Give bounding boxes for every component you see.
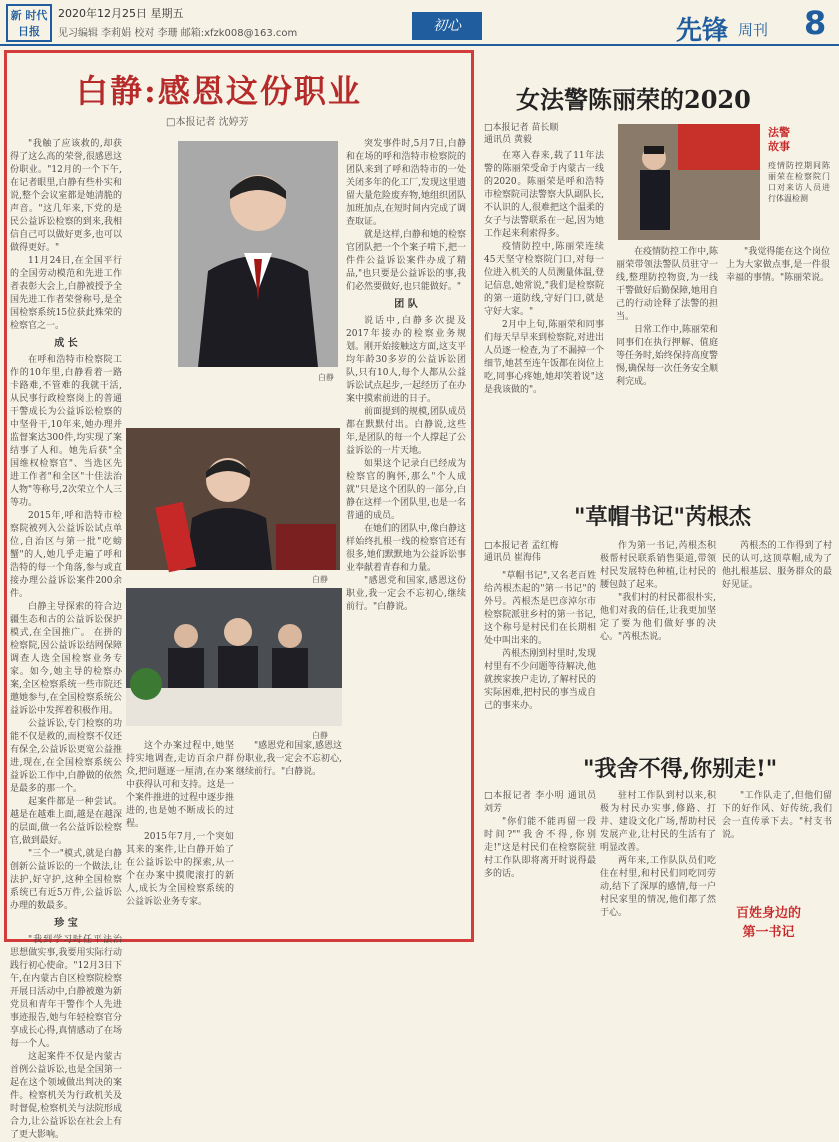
paragraph: "感恩党和国家,感恩这份职业,我一定会不忘初心,继续前行。"白静说。 <box>236 741 343 777</box>
paragraph: 起案件都是一种尝试。越是在越难上面,越是在越深的层面,做一名公益诉讼检察官,做到最好。 <box>10 797 122 846</box>
article-column-r2 <box>616 246 718 480</box>
paragraph: 疫情防控中,陈丽荣连续45天坚守检察院门口,对每一位进入机关的人员测量体温,登记信息,她常说,"我们是检察院的第一道防线,守好门口,就是守好大家。" <box>484 242 604 317</box>
paragraph: 如果这个记录白已经成为检察官的胸怀,那么"个人成就"只是这个团队的一部分,白静在这样一个团队里,也是一名普通的成员。 <box>346 459 466 521</box>
byline-name: 孟红梅 <box>531 541 559 551</box>
paragraph: 驻村工作队到村以来,积极为村民办实事,修路、打井、建设文化广场,帮助村民发展产业,让村民的生活有了明显改善。 <box>600 791 716 853</box>
paragraph: 就是这样,白静和她的检察官团队把一个个案子啃下,把一件件公益诉讼案件办成了精品,"也只要是公益诉讼的事,我们必然要做好,也只能做好。" <box>346 230 466 292</box>
article-column-m1 <box>484 570 596 740</box>
article-byline <box>484 540 558 564</box>
section-heading: 成 长 <box>54 338 78 349</box>
article-title: 白静:感恩这份职业 <box>76 72 362 110</box>
page-number: 8 <box>804 4 827 42</box>
article-title: "草帽书记"芮根杰 <box>574 504 751 530</box>
meeting-photo <box>126 588 342 726</box>
badge-line: 故事 <box>768 140 790 153</box>
paragraph: "我们村的村民都很朴实,他们对我的信任,让我更加坚定了要为他们做好事的决心。"芮根杰说。 <box>600 593 716 642</box>
editor-line: 见习编辑 李莉娟 校对 李珊 邮箱:xfzk008@163.com <box>58 28 298 39</box>
article-byline <box>484 122 558 146</box>
paragraph: 芮根杰刚到村里时,发现村里有不少问题等待解决,他就挨家挨户走访,了解村民的实际困难,把村民的事当成自己的事来办。 <box>484 649 596 711</box>
article-column-1 <box>10 138 122 1140</box>
paragraph: 在呼和浩特市检察院工作的10年里,白静看着一路卡路难,不管难的我就干活,从民事行政检察岗上的普通干警成长为公益诉讼检察的中坚骨干,10年来,她办理并监督案达300件,均实现了案结事了人和。她先后获"全国维权检察官"、当选区先进工作者"和全区"十佳法治人物"等称号,2次荣立个人三等功。 <box>10 355 122 508</box>
section-heading: 团 队 <box>394 299 418 310</box>
paragraph: 日常工作中,陈丽荣和同事们在执行押解、值庭等任务时,始终保持高度警惕,确保每一次任务安全顺利完成。 <box>616 325 718 387</box>
article-title: 女法警陈丽荣的2020 <box>516 85 751 114</box>
paragraph: 公益诉讼,专门检察的功能不仅是救的,而检察不仅还有保全,公益诉讼更宽公益推进,现在,在全国检察系统公益诉讼工作中,白静做的依然是最多的那一个。 <box>10 719 122 794</box>
article-column-m2 <box>600 540 716 740</box>
paragraph: 在疫情防控工作中,陈丽荣带领法警队员驻守一线,整理防控物资,为一线干警做好后勤保障,她用自己的行动诠释了法警的担当。 <box>616 247 718 322</box>
meeting-illustration <box>126 588 342 726</box>
byline-name: 崔海伟 <box>513 553 541 563</box>
badge-line: 法警 <box>768 126 790 139</box>
paragraph: "工作队走了,但他们留下的好作风、好传统,我们会一直传承下去。"村支书说。 <box>722 791 832 840</box>
paragraph: 2月中上旬,陈丽荣和同事们每天早早来到检察院,对进出人员逐一检查,为了不漏掉一个细节,她甚至连午饭都在岗位上吃,同事心疼她,她却笑着说"这是我该做的"。 <box>484 320 604 395</box>
paragraph: 前面提到的规模,团队成员都在默默付出。白静说,这些年,是团队的每一个人撑起了公益诉讼的一片天地。 <box>346 407 466 456</box>
masthead <box>0 0 839 46</box>
photo-caption: 白静 <box>312 731 328 740</box>
paragraph: 芮根杰的工作得到了村民的认可,这顶草帽,成为了他扎根基层、服务群众的最好见证。 <box>722 541 832 590</box>
section-heading: 珍 宝 <box>54 918 78 929</box>
photo-caption: 白静 <box>312 575 328 584</box>
paragraph: 作为第一书记,芮根杰积极帮村民联系销售渠道,带领村民发展特色种植,让村民的腰包鼓了起来。 <box>600 541 716 590</box>
portrait-illustration <box>178 141 338 367</box>
paragraph: "我觉得能在这个岗位上为大家做点事,是一件很幸福的事情。"陈丽荣说。 <box>726 247 830 283</box>
logo-line: 百姓身边的 <box>736 906 802 921</box>
paragraph: 说话中,白静多次提及2017年接办的检察业务规划。刚开始接触这方面,这支平均年龄30多岁的公益诉讼团队,只有10人,每个人都从公益诉讼试点起步,一起经历了在办案中摸索前进的日子。 <box>346 316 466 404</box>
newspaper-logo: 新 时代 日报 <box>6 4 52 42</box>
paragraph: 这个办案过程中,她坚持实地调查,走访百余户群众,把问题逐一厘清,在办案中获得认可和支持。这是一个案件推进的过程中逐步推进的,也是她不断成长的过程。 <box>126 741 235 829</box>
section-title: 先锋 <box>676 16 729 46</box>
article-title: "我舍不得,你别走!" <box>583 756 778 782</box>
section-subtitle: 周刊 <box>738 21 769 39</box>
article-column-2-bottom <box>126 740 234 936</box>
paragraph: 白静主导探索的符合边疆生态和古的公益诉讼保护模式,在全国推广。 在拼的检察院,因公益诉讼结网保障调查人选全国检察业务专家。如今,她主导的检察办案,全区检察系统一些市院还邀她参与,在全国检察系统公益诉讼中发挥着积极作用。 <box>10 602 122 716</box>
byline-label: 通讯员 <box>484 553 512 563</box>
paragraph: "我到学习时任平法治思想做实事,我要用实际行动践行初心使命。"12月3日下午,在内蒙古自区检察院检察开展日活动中,白静被邀为新党员和青年干警作个人先进事迹报告,她与年轻检察官分享成长心得,真情感动了在场每一个人。 <box>10 935 122 1049</box>
article-column-b3 <box>722 790 832 900</box>
speech-illustration <box>126 428 340 570</box>
byline-label: 通讯员 <box>484 135 512 145</box>
article-column-m3 <box>722 540 832 740</box>
paragraph: 在寒入春来,载了11年法警的陈丽荣受命于内蒙古一线的2020。陈丽荣是呼和浩特市检察院司法警察大队副队长,不认识的人,很难把这个温柔的女子与法警联系在一起,因为她工作起来利索得多。 <box>484 151 604 239</box>
article-column-3 <box>346 138 466 938</box>
paragraph: 2015年,呼和浩特市检察院被列入公益诉讼试点单位,自治区与第一批"吃螃蟹"的人,她几乎走遍了呼和浩特的每一个角落,参与或直接办理公益诉讼案件200余件。 <box>10 511 122 599</box>
article-byline: □本报记者 李小明 通讯员 刘芳 <box>484 791 596 814</box>
byline-label: □本报记者 <box>484 123 529 133</box>
article-byline: □本报记者 沈婷芳 <box>166 117 249 128</box>
speech-photo <box>126 428 340 570</box>
paragraph: "你们能不能再留一段时间?""我舍不得,你别走!"这是村民们在检察院驻村工作队即将离开时说得最多的话。 <box>484 817 596 879</box>
paragraph: 在她们的团队中,像白静这样始终扎根一线的检察官还有很多,她们默默地为公益诉讼事业奉献着青春和力量。 <box>346 524 466 573</box>
article-column-2b-bottom <box>236 740 342 936</box>
paragraph: "三个一"模式,就是白静创新公益诉讼的一个做法,让法护,好守护,这种全国检察系统已有近5万件,公益诉讼办理的数最多。 <box>10 849 122 911</box>
byline-name: 苗长顺 <box>531 123 559 133</box>
paragraph: "我触了应该救的,却获得了这么高的荣誉,很感恩这份职业。"12月的一个下午,在记者眼里,白静有些朴实和说,整个会议室都是她清脆的声音。"这几年来,下党的是民公益诉讼检察的到来,我相信自己可以做好更多,也可以做得更好。" <box>10 139 122 253</box>
paragraph: 两年来,工作队队员们吃住在村里,和村民们同吃同劳动,结下了深厚的感情,每一户村民家里的情况,他们都了然于心。 <box>600 856 716 918</box>
logo-line: 第一书记 <box>742 925 795 940</box>
police-illustration <box>618 124 760 240</box>
issue-date: 2020年12月25日 星期五 <box>58 7 184 20</box>
section-tag: 初心 <box>412 12 482 40</box>
portrait-photo <box>178 141 338 367</box>
byline-label: □本报记者 <box>484 541 529 551</box>
story-badge <box>768 126 822 154</box>
paragraph: 突发事件时,5月7日,白静和在场的呼和浩特市检察院的团队来到了呼和浩特市的一处关闭多年的化工厂,发现这里遗留大量危险废弃物,她组织团队加班加点,在短时间内完成了调查取证。 <box>346 139 466 227</box>
paragraph: 2015年7月,一个突如其来的案件,让白静开始了在公益诉讼中的探索,从一个在办案中摸爬滚打的新人,成长为全国检察系统的公益诉讼业务专家。 <box>126 832 234 907</box>
paragraph: 11月24日,在全国平行的全国劳动模范和先进工作者表彰大会上,白静被授予全国先进工作者荣誉称号,是全国检察系统15位获此殊荣的检察官之一。 <box>10 256 122 331</box>
photo-caption: 疫情防控期间陈丽荣在检察院门口对来访人员进行体温检测 <box>768 161 830 203</box>
article-column-r3 <box>726 246 830 480</box>
article-column-b1 <box>484 790 596 940</box>
paragraph: "感恩党和国家,感恩这份职业,我一定会不忘初心,继续前行。"白静说。 <box>346 576 466 612</box>
police-photo <box>618 124 760 240</box>
photo-caption: 白静 <box>318 373 334 382</box>
column-logo <box>736 902 801 940</box>
paragraph: 这起案件不仅是内蒙古首例公益诉讼,也是全国第一起在这个领域做出判决的案件。检察机关为行政机关及时督促,检察机关与法院形成合力,让公益诉讼在社会上有了更大影响。 <box>10 1052 122 1140</box>
article-column-r1 <box>484 150 604 480</box>
paragraph: "草帽书记",又名老百姓给芮根杰起的"第一书记"的外号。芮根杰是巴彦淖尔市检察院派驻乡村的第一书记,这个称号是村民们在长期相处中叫出来的。 <box>484 571 596 646</box>
article-column-b2 <box>600 790 716 940</box>
byline-name: 黄毅 <box>513 135 532 145</box>
